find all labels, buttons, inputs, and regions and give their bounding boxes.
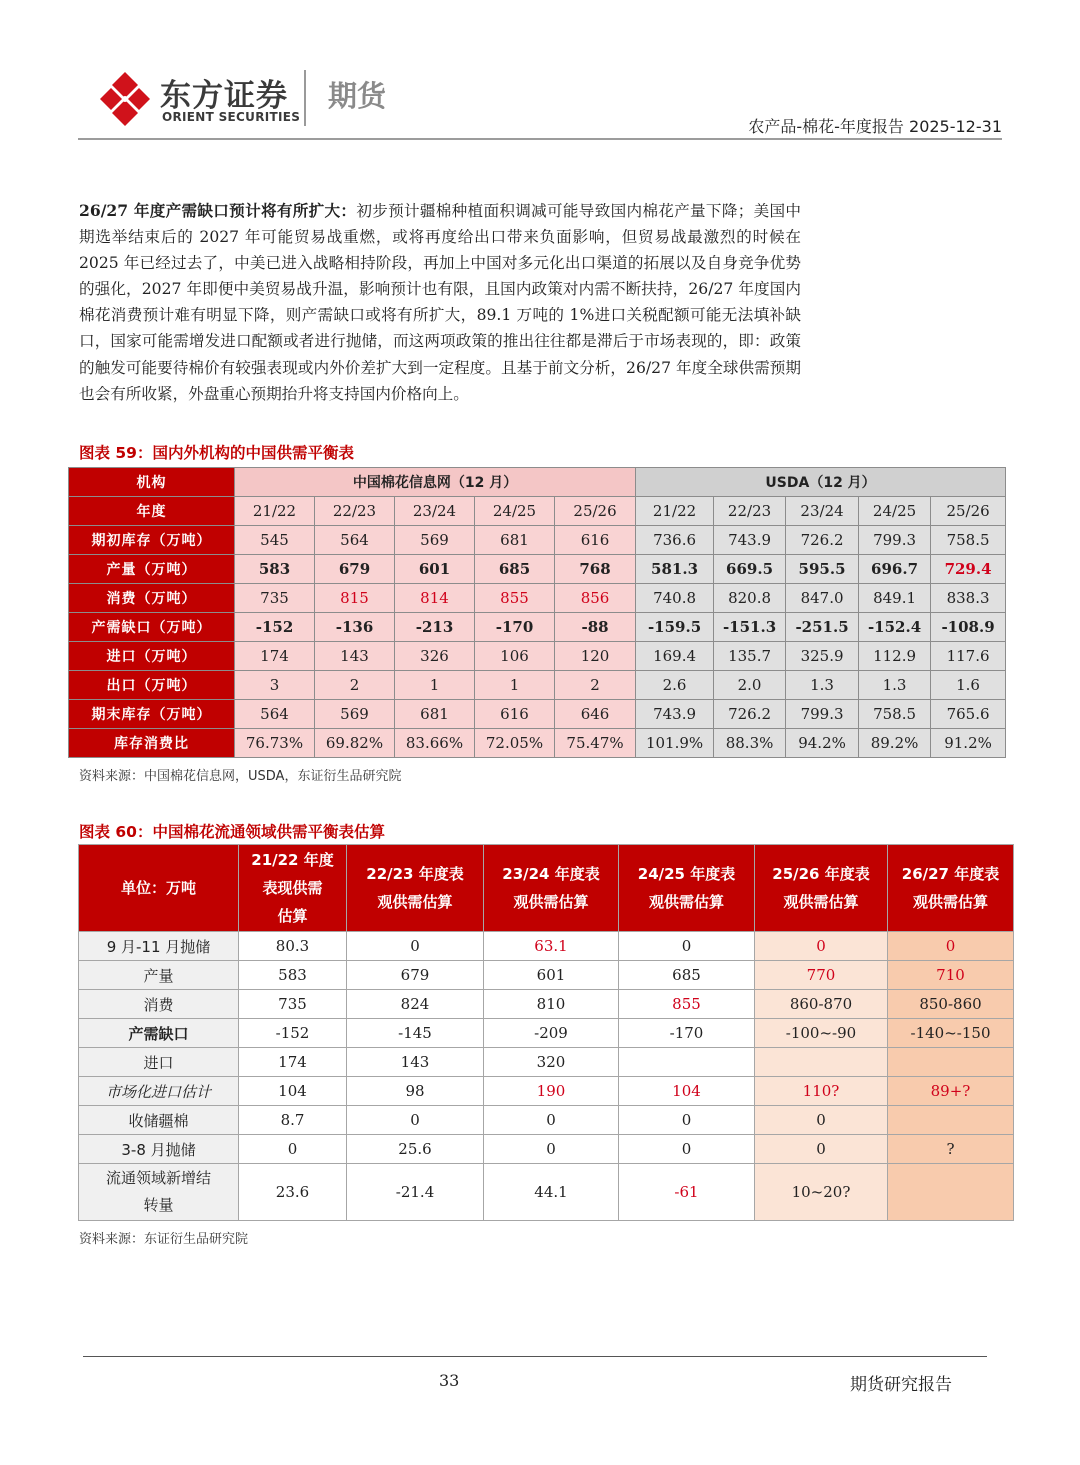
figure59-cell-us: 135.7 bbox=[714, 642, 786, 671]
figure60-row-label-line: 进口 bbox=[143, 1053, 174, 1072]
figure60-cell: 10~20? bbox=[755, 1164, 888, 1221]
figure60-unit-label: 单位：万吨 bbox=[79, 845, 239, 932]
figure60-col-header-line: 观供需估算 bbox=[912, 893, 988, 911]
figure60-cell: 320 bbox=[484, 1048, 619, 1077]
figure59-year-us: 23/24 bbox=[786, 497, 859, 526]
figure59-cell-us: 743.9 bbox=[714, 526, 786, 555]
figure59-cell-us: 101.9% bbox=[636, 729, 714, 758]
figure60-cell: 679 bbox=[347, 961, 484, 990]
figure60-cell: 25.6 bbox=[347, 1135, 484, 1164]
figure60-cell: 23.6 bbox=[239, 1164, 347, 1221]
figure59-row-label: 期末库存（万吨） bbox=[69, 700, 235, 729]
figure60-cell: -140~-150 bbox=[888, 1019, 1014, 1048]
figure59-cell-us: 1.6 bbox=[931, 671, 1006, 700]
figure60-row-label bbox=[79, 1135, 239, 1164]
figure60-col-header bbox=[619, 845, 755, 932]
figure60-cell: 0 bbox=[619, 932, 755, 961]
figure60-cell: 855 bbox=[619, 990, 755, 1019]
figure59-source: 资料来源：中国棉花信息网，USDA，东证衍生品研究院 bbox=[79, 769, 402, 784]
figure60-col-header-line: 观供需估算 bbox=[513, 893, 589, 911]
figure59-data-row bbox=[69, 613, 1006, 642]
figure60-cell: 0 bbox=[755, 1106, 888, 1135]
figure59-source-cn: 中国棉花信息网（12 月） bbox=[235, 468, 636, 497]
figure60-cell: 0 bbox=[239, 1135, 347, 1164]
figure60-cell: 98 bbox=[347, 1077, 484, 1106]
figure60-cell: 685 bbox=[619, 961, 755, 990]
figure60-row-label-line: 产需缺口 bbox=[128, 1024, 189, 1043]
figure59-cell-cn: 601 bbox=[395, 555, 475, 584]
figure60-col-header-line: 22/23 年度表 bbox=[366, 865, 464, 883]
figure59-cell-us: 112.9 bbox=[859, 642, 931, 671]
figure59-year-cn: 21/22 bbox=[235, 497, 315, 526]
figure60-cell: 0 bbox=[619, 1106, 755, 1135]
figure60-row-label bbox=[79, 1019, 239, 1048]
figure59-cell-us: 743.9 bbox=[636, 700, 714, 729]
footer-label: 期货研究报告 bbox=[850, 1375, 952, 1395]
figure60-cell: 174 bbox=[239, 1048, 347, 1077]
figure59-year-row bbox=[69, 497, 1006, 526]
logo-text-cn: 东方证券 bbox=[160, 78, 288, 114]
figure60-cell: 104 bbox=[619, 1077, 755, 1106]
figure59-year-us: 25/26 bbox=[931, 497, 1006, 526]
figure60-cell: 190 bbox=[484, 1077, 619, 1106]
figure59-row-label: 出口（万吨） bbox=[69, 671, 235, 700]
figure59-cell-cn: 855 bbox=[475, 584, 555, 613]
figure59-cell-cn: 143 bbox=[315, 642, 395, 671]
figure59-data-row bbox=[69, 700, 1006, 729]
figure59-row-label: 进口（万吨） bbox=[69, 642, 235, 671]
figure59-cell-cn: 735 bbox=[235, 584, 315, 613]
figure59-year-cn: 23/24 bbox=[395, 497, 475, 526]
figure59-data-row bbox=[69, 584, 1006, 613]
figure60-cell: ? bbox=[888, 1135, 1014, 1164]
figure60-cell: 0 bbox=[484, 1106, 619, 1135]
figure60-row-label bbox=[79, 990, 239, 1019]
figure60-col-header-line: 观供需估算 bbox=[783, 893, 859, 911]
figure60-row-label bbox=[79, 1164, 239, 1221]
figure59-cell-cn: 120 bbox=[555, 642, 636, 671]
figure59-year-cn: 24/25 bbox=[475, 497, 555, 526]
figure60-col-header bbox=[484, 845, 619, 932]
figure59-cell-us: 89.2% bbox=[859, 729, 931, 758]
figure59-cell-us: 94.2% bbox=[786, 729, 859, 758]
figure60-cell bbox=[755, 1048, 888, 1077]
figure59-cell-us: 88.3% bbox=[714, 729, 786, 758]
logo-text-en: ORIENT SECURITIES bbox=[162, 110, 301, 124]
figure59-data-row bbox=[69, 671, 1006, 700]
figure60-row-label bbox=[79, 961, 239, 990]
figure59-cell-us: 169.4 bbox=[636, 642, 714, 671]
figure59-cell-cn: 1 bbox=[475, 671, 555, 700]
figure59-cell-us: -251.5 bbox=[786, 613, 859, 642]
figure60-data-row bbox=[79, 1106, 1014, 1135]
figure59-cell-cn: 815 bbox=[315, 584, 395, 613]
figure60-cell: 601 bbox=[484, 961, 619, 990]
figure59-cell-us: 2.0 bbox=[714, 671, 786, 700]
header-rule bbox=[78, 138, 1002, 140]
figure60-cell: 0 bbox=[888, 932, 1014, 961]
figure60-data-row bbox=[79, 1077, 1014, 1106]
figure60-cell: 0 bbox=[484, 1135, 619, 1164]
figure60-cell: -209 bbox=[484, 1019, 619, 1048]
figure59-row-label: 消费（万吨） bbox=[69, 584, 235, 613]
figure60-source: 资料来源：东证衍生品研究院 bbox=[79, 1232, 249, 1247]
analysis-paragraph bbox=[79, 198, 801, 407]
figure60-cell: 850-860 bbox=[888, 990, 1014, 1019]
figure59-cell-cn: -170 bbox=[475, 613, 555, 642]
figure59-year-us: 24/25 bbox=[859, 497, 931, 526]
figure60-col-header-line: 观供需估算 bbox=[648, 893, 724, 911]
figure60-cell: 110? bbox=[755, 1077, 888, 1106]
footer-rule bbox=[83, 1356, 987, 1357]
figure59-cell-cn: 679 bbox=[315, 555, 395, 584]
figure59-cell-us: -151.3 bbox=[714, 613, 786, 642]
figure59-cell-cn: 69.82% bbox=[315, 729, 395, 758]
figure60-row-label bbox=[79, 1106, 239, 1135]
figure60-cell bbox=[888, 1164, 1014, 1221]
figure60-cell: 143 bbox=[347, 1048, 484, 1077]
figure59-cell-cn: 583 bbox=[235, 555, 315, 584]
figure59-cell-us: 696.7 bbox=[859, 555, 931, 584]
figure59-cell-us: 758.5 bbox=[931, 526, 1006, 555]
figure59-cell-cn: 83.66% bbox=[395, 729, 475, 758]
figure60-cell: 63.1 bbox=[484, 932, 619, 961]
figure59-cell-cn: 326 bbox=[395, 642, 475, 671]
figure59-cell-cn: 681 bbox=[475, 526, 555, 555]
figure59-cell-us: -108.9 bbox=[931, 613, 1006, 642]
logo-divider bbox=[304, 70, 306, 126]
figure59-cell-cn: 564 bbox=[315, 526, 395, 555]
figure60-cell: 44.1 bbox=[484, 1164, 619, 1221]
figure59-cell-us: 1.3 bbox=[859, 671, 931, 700]
figure59-cell-cn: 646 bbox=[555, 700, 636, 729]
figure60-title: 图表 60：中国棉花流通领域供需平衡表估算 bbox=[79, 823, 385, 841]
figure60-cell: -21.4 bbox=[347, 1164, 484, 1221]
figure60-data-row bbox=[79, 1019, 1014, 1048]
figure60-col-header-line: 观供需估算 bbox=[377, 893, 453, 911]
figure59-source-us: USDA（12 月） bbox=[636, 468, 1006, 497]
paragraph-body: 初步预计疆棉种植面积调减可能导致国内棉花产量下降；美国中期选举结束后的 2027 年可能贸易战重燃，或将再度给出口带来负面影响，但贸易战最激烈的时候在 2025 年已经过去了，中美已进入战略相持阶段，再加上中国对多元化出口渠道的拓展以及自身竞争优势的强化，2027 年即便中美贸易战升温，影响预计也有限，且国内政策对内需不断扶持，26/27 年度国内棉花消费预计难有明显下降，则产需缺口或将有所扩大，89.1 万吨的 1%进口关税配额可能无法填补缺口，国家可能需增发进口配额或者进行抛储，而这两项政策的推出往往都是滞后于市场表现的，即：政策的触发可能要待棉价有较强表现或内外价差扩大到一定程度。且基于前文分析，26/27 年度全球供需预期也会有所收紧，外盘重心预期抬升将支持国内价格向上。 bbox=[79, 202, 801, 403]
figure60-cell: 824 bbox=[347, 990, 484, 1019]
figure60-cell: 0 bbox=[755, 1135, 888, 1164]
figure60-cell bbox=[619, 1048, 755, 1077]
figure59-data-row bbox=[69, 729, 1006, 758]
figure60-cell: -61 bbox=[619, 1164, 755, 1221]
figure59-cell-us: 799.3 bbox=[859, 526, 931, 555]
figure59-cell-cn: 616 bbox=[475, 700, 555, 729]
figure59-cell-us: 736.6 bbox=[636, 526, 714, 555]
figure60-row-label-line: 转量 bbox=[143, 1196, 174, 1214]
figure59-row-label: 产量（万吨） bbox=[69, 555, 235, 584]
figure59-cell-us: 117.6 bbox=[931, 642, 1006, 671]
figure59-cell-cn: 3 bbox=[235, 671, 315, 700]
figure60-cell: 104 bbox=[239, 1077, 347, 1106]
figure59-org-row bbox=[69, 468, 1006, 497]
figure59-cell-us: 91.2% bbox=[931, 729, 1006, 758]
figure59-row-label: 库存消费比 bbox=[69, 729, 235, 758]
figure60-row-label bbox=[79, 932, 239, 961]
figure60-row-label-line: 市场化进口估计 bbox=[105, 1082, 211, 1101]
figure59-cell-cn: 2 bbox=[555, 671, 636, 700]
figure59-cell-us: 849.1 bbox=[859, 584, 931, 613]
figure60-cell: 735 bbox=[239, 990, 347, 1019]
figure59-title: 图表 59：国内外机构的中国供需平衡表 bbox=[79, 444, 354, 462]
figure59-cell-cn: 681 bbox=[395, 700, 475, 729]
figure60-table bbox=[78, 844, 1014, 1221]
figure59-cell-cn: -136 bbox=[315, 613, 395, 642]
report-meta: 农产品-棉花-年度报告 2025-12-31 bbox=[748, 117, 1002, 136]
figure60-col-header-line: 21/22 年度 bbox=[251, 851, 334, 869]
figure59-cell-us: 2.6 bbox=[636, 671, 714, 700]
figure60-cell: -170 bbox=[619, 1019, 755, 1048]
figure59-cell-us: 726.2 bbox=[714, 700, 786, 729]
figure59-row-label: 产需缺口（万吨） bbox=[69, 613, 235, 642]
paragraph-lead: 26/27 年度产需缺口预计将有所扩大： bbox=[79, 201, 357, 220]
figure60-col-header bbox=[239, 845, 347, 932]
figure60-cell: 8.7 bbox=[239, 1106, 347, 1135]
figure60-row-label-line: 3-8 月抛储 bbox=[121, 1140, 196, 1159]
figure59-table bbox=[68, 467, 1006, 758]
figure59-cell-cn: 814 bbox=[395, 584, 475, 613]
figure59-year-label: 年度 bbox=[69, 497, 235, 526]
figure59-cell-cn: -88 bbox=[555, 613, 636, 642]
figure59-data-row bbox=[69, 555, 1006, 584]
figure59-data-row bbox=[69, 642, 1006, 671]
figure60-col-header-line: 26/27 年度表 bbox=[901, 865, 1000, 883]
figure59-year-cn: 22/23 bbox=[315, 497, 395, 526]
figure59-cell-cn: -152 bbox=[235, 613, 315, 642]
orient-securities-logo-icon bbox=[98, 70, 152, 128]
figure60-col-header-line: 估算 bbox=[277, 907, 308, 925]
figure59-cell-us: 729.4 bbox=[931, 555, 1006, 584]
figure60-cell: -152 bbox=[239, 1019, 347, 1048]
figure59-cell-cn: 72.05% bbox=[475, 729, 555, 758]
figure59-cell-cn: 2 bbox=[315, 671, 395, 700]
figure59-cell-us: 847.0 bbox=[786, 584, 859, 613]
figure60-row-label-line: 消费 bbox=[143, 995, 174, 1014]
figure59-cell-us: 765.6 bbox=[931, 700, 1006, 729]
figure59-cell-cn: 564 bbox=[235, 700, 315, 729]
figure59-row-label: 期初库存（万吨） bbox=[69, 526, 235, 555]
figure59-cell-us: 758.5 bbox=[859, 700, 931, 729]
figure59-year-us: 22/23 bbox=[714, 497, 786, 526]
figure59-cell-us: 1.3 bbox=[786, 671, 859, 700]
figure60-cell: 89+? bbox=[888, 1077, 1014, 1106]
figure59-cell-cn: 174 bbox=[235, 642, 315, 671]
figure60-data-row bbox=[79, 932, 1014, 961]
figure59-cell-cn: 768 bbox=[555, 555, 636, 584]
figure60-row-label-line: 流通领域新增结 bbox=[105, 1169, 211, 1187]
figure59-cell-us: 799.3 bbox=[786, 700, 859, 729]
figure59-cell-cn: 685 bbox=[475, 555, 555, 584]
figure60-cell bbox=[888, 1048, 1014, 1077]
figure60-cell: 0 bbox=[347, 1106, 484, 1135]
figure60-data-row bbox=[79, 1164, 1014, 1221]
figure60-row-label bbox=[79, 1077, 239, 1106]
figure60-cell: -145 bbox=[347, 1019, 484, 1048]
figure59-cell-us: 581.3 bbox=[636, 555, 714, 584]
figure59-cell-cn: 569 bbox=[315, 700, 395, 729]
figure60-cell: 0 bbox=[755, 932, 888, 961]
figure59-cell-cn: 569 bbox=[395, 526, 475, 555]
figure59-cell-us: 669.5 bbox=[714, 555, 786, 584]
figure60-cell: 0 bbox=[619, 1135, 755, 1164]
figure59-cell-us: 838.3 bbox=[931, 584, 1006, 613]
figure59-cell-cn: 856 bbox=[555, 584, 636, 613]
logo-futures-label: 期货 bbox=[328, 79, 387, 113]
figure60-col-header-line: 25/26 年度表 bbox=[772, 865, 870, 883]
figure59-cell-us: -159.5 bbox=[636, 613, 714, 642]
figure60-data-row bbox=[79, 1135, 1014, 1164]
figure60-row-label-line: 收储疆棉 bbox=[128, 1111, 189, 1130]
figure60-data-row bbox=[79, 1048, 1014, 1077]
figure60-cell: 860-870 bbox=[755, 990, 888, 1019]
figure60-cell: 583 bbox=[239, 961, 347, 990]
figure59-year-cn: 25/26 bbox=[555, 497, 636, 526]
figure60-col-header-line: 24/25 年度表 bbox=[637, 865, 736, 883]
figure59-cell-us: 740.8 bbox=[636, 584, 714, 613]
figure60-col-header bbox=[347, 845, 484, 932]
figure59-cell-cn: 1 bbox=[395, 671, 475, 700]
figure60-row-label-line: 9 月-11 月抛储 bbox=[106, 937, 211, 956]
figure59-cell-cn: 545 bbox=[235, 526, 315, 555]
figure60-data-row bbox=[79, 961, 1014, 990]
figure59-cell-cn: 106 bbox=[475, 642, 555, 671]
figure60-cell: 0 bbox=[347, 932, 484, 961]
page-number: 33 bbox=[439, 1371, 460, 1390]
figure60-data-row bbox=[79, 990, 1014, 1019]
figure60-cell: 810 bbox=[484, 990, 619, 1019]
figure60-col-header-line: 表现供需 bbox=[262, 879, 323, 897]
figure60-cell: 710 bbox=[888, 961, 1014, 990]
figure59-cell-cn: 616 bbox=[555, 526, 636, 555]
figure60-row-label bbox=[79, 1048, 239, 1077]
figure60-cell: 80.3 bbox=[239, 932, 347, 961]
figure60-cell: -100~-90 bbox=[755, 1019, 888, 1048]
figure60-cell bbox=[888, 1106, 1014, 1135]
figure59-year-us: 21/22 bbox=[636, 497, 714, 526]
figure60-cell: 770 bbox=[755, 961, 888, 990]
figure59-cell-us: 726.2 bbox=[786, 526, 859, 555]
figure60-header-row bbox=[79, 845, 1014, 932]
figure59-cell-cn: 76.73% bbox=[235, 729, 315, 758]
figure59-cell-cn: 75.47% bbox=[555, 729, 636, 758]
figure60-col-header-line: 23/24 年度表 bbox=[502, 865, 600, 883]
figure59-cell-us: 325.9 bbox=[786, 642, 859, 671]
figure59-data-row bbox=[69, 526, 1006, 555]
figure60-col-header bbox=[755, 845, 888, 932]
figure59-cell-cn: -213 bbox=[395, 613, 475, 642]
figure60-row-label-line: 产量 bbox=[143, 966, 174, 985]
figure59-org-label: 机构 bbox=[69, 468, 235, 497]
figure59-cell-us: 820.8 bbox=[714, 584, 786, 613]
figure59-cell-us: 595.5 bbox=[786, 555, 859, 584]
figure60-col-header bbox=[888, 845, 1014, 932]
figure59-cell-us: -152.4 bbox=[859, 613, 931, 642]
